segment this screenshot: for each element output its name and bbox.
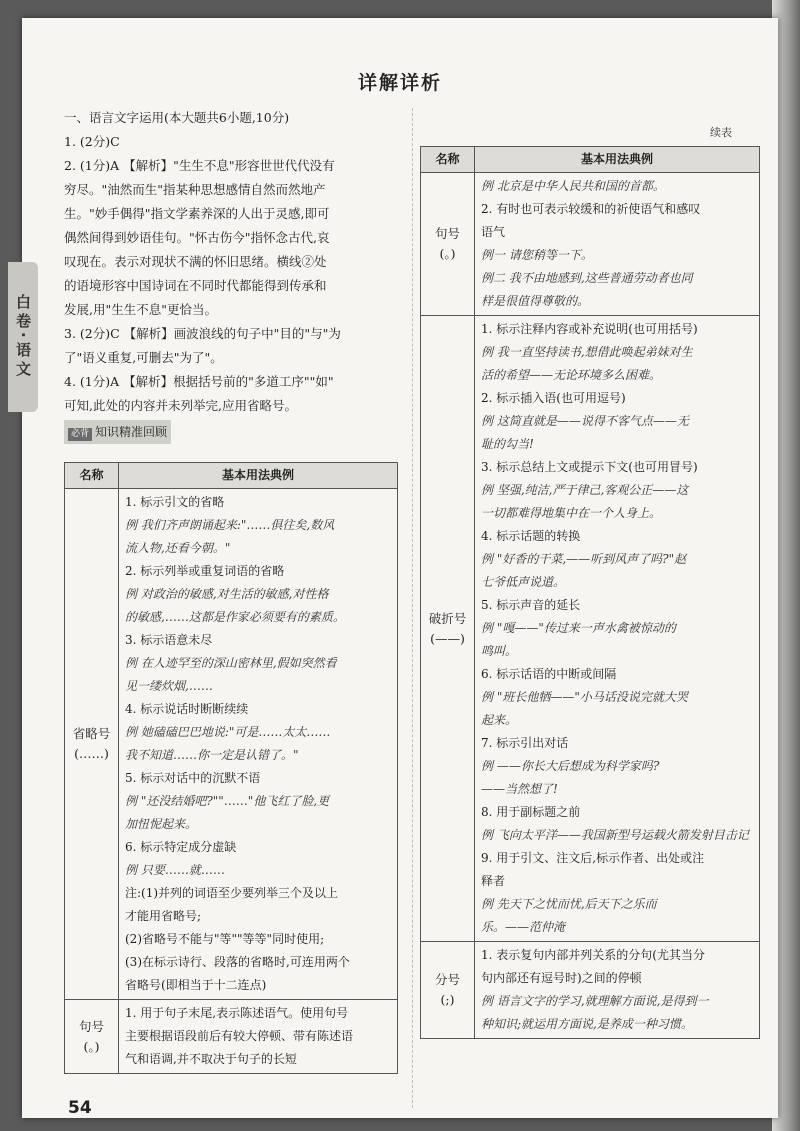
row-name-ellipsis (65, 489, 119, 1000)
answers-section (64, 106, 404, 444)
usage-line: 一切都难得地集中在一个人身上。 (481, 506, 662, 520)
usage-line: 乐。——范仲淹 (481, 920, 566, 934)
knowledge-label-text: 知识精准回顾 (95, 425, 168, 439)
usage-line: 例 坚强,纯洁,严于律己,客观公正——这 (481, 483, 689, 497)
answer-line: 了"语义重复,可删去"为了"。 (64, 350, 223, 365)
column-divider (412, 108, 413, 1108)
name-text: 句号 (78, 1018, 104, 1034)
answer-line: 的语境形容中国诗词在不同时代都能得到传承和 (64, 278, 327, 293)
table-row-ellipsis (65, 489, 398, 1000)
answer-line: 叹现在。表示对现状不满的怀旧思绪。横线②处 (64, 254, 327, 269)
continued-table-label: 续表 (710, 126, 732, 139)
answer-line: 发展,用"生生不息"更恰当。 (64, 302, 217, 317)
usage-line: 2. 有时也可表示较缓和的祈使语气和感叹 (481, 202, 701, 216)
row-body-ellipsis (119, 489, 398, 1000)
table-row-period (65, 1000, 398, 1074)
table-header-row (65, 463, 398, 489)
usage-line: 例 "好香的干菜,——听到风声了吗?"赵 (481, 552, 687, 566)
row-body-period (119, 1000, 398, 1074)
usage-line: 耻的勾当! (481, 437, 534, 451)
header-usage: 基本用法典例 (119, 463, 398, 489)
usage-line: 例 对政治的敏感,对生活的敏感,对性格 (125, 587, 329, 601)
header-name: 名称 (65, 463, 119, 489)
knowledge-badge: 必背 (68, 428, 92, 441)
usage-line: 例 这简直就是——说得不客气点——无 (481, 414, 689, 428)
header-name: 名称 (421, 147, 475, 173)
usage-line: 8. 用于副标题之前 (481, 805, 581, 819)
answer-line: 穷尽。"油然而生"指某种思想感情自然而然地产 (64, 182, 326, 197)
answer-line: 可知,此处的内容并未列举完,应用省略号。 (64, 398, 297, 413)
knowledge-review-label (64, 420, 171, 444)
usage-line: 例 北京是中华人民共和国的首都。 (481, 179, 665, 193)
usage-line: 6. 标示话语的中断或间隔 (481, 667, 617, 681)
usage-line: 例 只要……就…… (125, 863, 225, 877)
answer-line: 2. (1分)A 【解析】"生生不息"形容世世代代没有 (64, 158, 335, 173)
row-body-semicolon (475, 942, 760, 1039)
usage-line: 例 先天下之忧而忧,后天下之乐而 (481, 897, 657, 911)
section-heading: 一、语言文字运用(本大题共6小题,10分) (64, 110, 290, 125)
table-row-dash (421, 316, 760, 942)
row-name-semicolon (421, 942, 475, 1039)
usage-line: 注:(1)并列的词语至少要列举三个及以上 (125, 886, 339, 900)
answer-line: 3. (2分)C 【解析】画波浪线的句子中"目的"与"为 (64, 326, 341, 341)
usage-line: 例 我们齐声朗诵起来:"……俱往矣,数风 (125, 518, 335, 532)
usage-line: 句内部还有逗号时)之间的停顿 (481, 971, 642, 985)
usage-line: 9. 用于引文、注文后,标示作者、出处或注 (481, 851, 705, 865)
table-row-period-cont (421, 173, 760, 316)
usage-line: 才能用省略号; (125, 909, 202, 923)
usage-line: 例 "还没结婚吧?""……"他飞红了脸,更 (125, 794, 330, 808)
usage-line: 流人物,还看今朝。" (125, 541, 231, 555)
document-page (14, 18, 778, 1118)
usage-line: 起来。 (481, 713, 518, 727)
name-symbol: (。) (83, 1038, 100, 1054)
usage-line: 4. 标示话题的转换 (481, 529, 581, 543)
usage-line: 省略号(即相当于十二连点) (125, 978, 267, 992)
name-text: 省略号 (72, 726, 111, 741)
side-tab: 白卷·语文 (8, 262, 38, 412)
usage-line: 7. 标示引出对话 (481, 736, 569, 750)
answer-line: 生。"妙手偶得"指文学素养深的人出于灵感,即可 (64, 206, 330, 221)
punctuation-table-left (64, 462, 398, 1074)
usage-line: 1. 表示复句内部并列关系的分句(尤其当分 (481, 948, 705, 962)
usage-line: 语气 (481, 225, 506, 239)
usage-line: 例 她磕磕巴巴地说:"可是……太太…… (125, 725, 331, 739)
usage-line: 样是很值得尊敬的。 (481, 294, 590, 308)
usage-line: 例二 我不由地感到,这些普通劳动者也同 (481, 271, 693, 285)
usage-line: 加忸怩起来。 (125, 817, 198, 831)
usage-line: ——当然想了! (481, 782, 558, 796)
usage-line: 例 "班长他牺——"小马话没说完就大哭 (481, 690, 688, 704)
usage-line: 1. 用于句子末尾,表示陈述语气。使用句号 (125, 1006, 349, 1020)
page-title: 详解详析 (357, 72, 442, 94)
row-name-dash (421, 316, 475, 942)
usage-line: 3. 标示语意未尽 (125, 633, 213, 647)
usage-line: 4. 标示说话时断断续续 (125, 702, 249, 716)
usage-line: 的敏感,……这都是作家必须要有的素质。 (125, 610, 345, 624)
usage-line: 释者 (481, 874, 506, 888)
page-number: 54 (68, 1098, 92, 1118)
usage-line: 5. 标示声音的延长 (481, 598, 581, 612)
usage-line: 2. 标示列举或重复词语的省略 (125, 564, 285, 578)
usage-line: 气和语调,并不取决于句子的长短 (125, 1052, 297, 1066)
name-symbol: (。) (439, 246, 456, 261)
usage-line: 七爷低声说道。 (481, 575, 566, 589)
usage-line: 例 在人迹罕至的深山密林里,假如突然看 (125, 656, 337, 670)
name-text: 句号 (434, 226, 460, 241)
table-header-row (421, 147, 760, 173)
usage-line: 例一 请您稍等一下。 (481, 248, 593, 262)
name-symbol: (——) (430, 630, 465, 646)
punctuation-table-right (420, 146, 760, 1039)
answer-line: 4. (1分)A 【解析】根据括号前的"多道工序""如" (64, 374, 334, 389)
name-text: 分号 (434, 972, 460, 987)
usage-line: (2)省略号不能与"等""等等"同时使用; (125, 932, 325, 946)
usage-line: 6. 标示特定成分虚缺 (125, 840, 237, 854)
usage-line: 1. 标示引文的省略 (125, 495, 225, 509)
usage-line: 种知识;就运用方面说,是养成一种习惯。 (481, 1017, 693, 1031)
usage-line: 我不知道……你一定是认错了。" (125, 748, 299, 762)
usage-line: 例 "嘎——"传过来一声水禽被惊动的 (481, 621, 676, 635)
usage-line: 例 我一直坚持读书,想借此唤起弟妹对生 (481, 345, 693, 359)
usage-line: 例 语言文字的学习,就理解方面说,是得到一 (481, 994, 709, 1008)
usage-line: 3. 标示总结上文或提示下文(也可用冒号) (481, 460, 698, 474)
usage-line: 鸣叫。 (481, 644, 518, 658)
usage-line: 活的希望——无论环境多么困难。 (481, 368, 662, 382)
answer-line: 偶然间得到妙语佳句。"怀古伤今"指怀念古代,哀 (64, 230, 330, 245)
usage-line: 5. 标示对话中的沉默不语 (125, 771, 261, 785)
row-name-period (421, 173, 475, 316)
answer-line: 1. (2分)C (64, 134, 120, 149)
usage-line: 1. 标示注释内容或补充说明(也可用括号) (481, 322, 698, 336)
table-row-semicolon (421, 942, 760, 1039)
name-symbol: (……) (74, 746, 109, 761)
row-body-dash (475, 316, 760, 942)
usage-line: (3)在标示诗行、段落的省略时,可连用两个 (125, 955, 350, 969)
usage-line: 例 ——你长大后想成为科学家吗? (481, 759, 660, 773)
usage-line: 见一缕炊烟,…… (125, 679, 213, 693)
name-symbol: (;) (440, 992, 455, 1007)
row-body-period (475, 173, 760, 316)
usage-line: 主要根据语段前后有较大停顿、带有陈述语 (125, 1029, 354, 1043)
header-usage: 基本用法典例 (475, 147, 760, 173)
name-text: 破折号 (428, 610, 467, 626)
usage-line: 例 飞向太平洋——我国新型号运载火箭发射目击记 (481, 828, 749, 842)
usage-line: 2. 标示插入语(也可用逗号) (481, 391, 626, 405)
row-name-period (65, 1000, 119, 1074)
